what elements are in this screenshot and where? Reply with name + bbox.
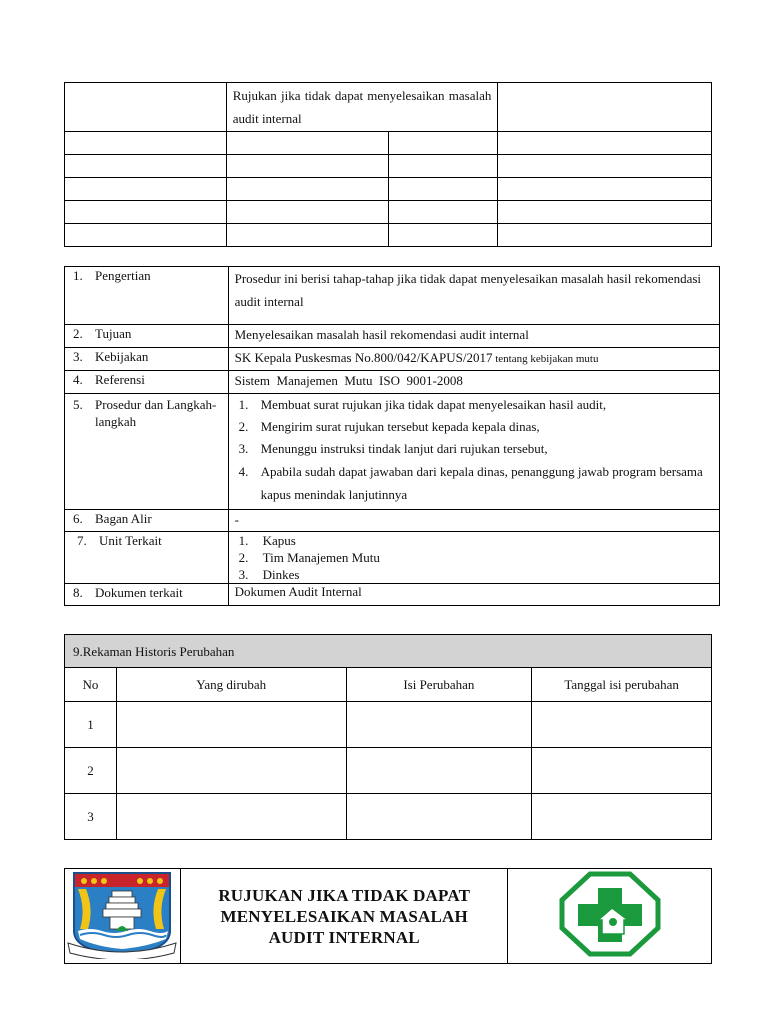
list-item: 3. Dinkes [238,567,300,582]
table-row: 2. Tujuan Menyelesaikan masalah hasil rekomendasi audit internal [65,325,720,348]
table-row [65,201,712,224]
table-row: 1. Pengertian Prosedur ini berisi tahap-tahap jika tidak dapat menyelesaikan masalah hasil rekomendasi audit internal [65,267,720,325]
row-value: Sistem Manajemen Mutu ISO 9001-2008 [234,373,463,388]
row-label: Kebijakan [95,349,149,364]
row-value: Prosedur ini berisi tahap-tahap jika tidak dapat menyelesaikan masalah hasil rekomendasi audit internal [234,271,702,309]
column-header: Tanggal isi perubahan [532,668,712,702]
column-header: Yang dirubah [116,668,346,702]
table-row: 3 [65,794,712,840]
table-row [65,155,712,178]
document-title-cell: Rujukan jika tidak dapat menyelesaikan masalah audit internal [232,88,492,126]
list-item: 3. Menunggu instruksi tindak lanjut dari rujukan tersebut, [238,441,548,456]
table-row: 4. Referensi Sistem Manajemen Mutu ISO 9001-2008 [65,371,720,394]
history-title: 9.Rekaman Historis Perubahan [65,635,712,668]
table-row [65,869,712,964]
row-value: Dokumen Audit Internal [234,584,362,599]
row-value: Menyelesaikan masalah hasil rekomendasi audit internal [234,327,529,342]
list-item: 4. Apabila sudah dapat jawaban dari kepala dinas, penanggung jawab program bersama kapus menindak lanjutinnya [238,464,703,502]
row-value: SK Kepala Puskesmas No.800/042/KAPUS/2017 tentang kebijakan mutu [234,350,599,365]
puskesmas-logo-icon [558,870,662,958]
column-header: Isi Perubahan [346,668,532,702]
list-item: 1. Membuat surat rujukan jika tidak dapat menyelesaikan hasil audit, [238,397,607,412]
table-row [65,668,712,702]
procedure-table [64,266,720,606]
unit-list [235,532,713,583]
table-row: 5. Prosedur dan Langkah- langkah 1. Membuat surat rujukan jika tidak dapat menyelesaikan hasil audit, 2. Mengirim surat rujukan tersebut kepada kepala dinas, 3. Menunggu instruksi tindak lanjut dari rujukan tersebut, 4. Apabila sudah dapat jawaban dari kepala dinas, penanggung jawab program bersama kapus menindak lanjutinnya [65,394,720,510]
table-row: 6. Bagan Alir - [65,510,720,532]
row-label: Referensi [95,372,145,387]
list-item: 1. Kapus [238,533,296,548]
provincial-emblem-icon [66,869,178,959]
table-row: 1 [65,702,712,748]
row-label: Pengertian [95,268,151,283]
table-row: 8. Dokumen terkait Dokumen Audit Internal [65,584,720,606]
row-label: Bagan Alir [95,511,152,526]
table-row [65,224,712,247]
procedure-steps-list [235,394,713,506]
table-row: 3. Kebijakan SK Kepala Puskesmas No.800/042/KAPUS/2017 tentang kebijakan mutu [65,348,720,371]
row-label: Unit Terkait [99,533,162,548]
row-label: Prosedur dan Langkah- langkah [95,397,217,429]
row-label: Dokumen terkait [95,585,183,600]
row-label: Tujuan [95,326,132,341]
table-row [65,132,712,155]
table-row [65,178,712,201]
footer-title: RUJUKAN JIKA TIDAK DAPAT MENYELESAIKAN MASALAH AUDIT INTERNAL [218,885,471,947]
table-row: 2 [65,748,712,794]
footer-table [64,868,712,964]
list-item: 2. Mengirim surat rujukan tersebut kepada kepala dinas, [238,419,540,434]
header-info-table [64,82,712,247]
column-header: No [65,668,117,702]
table-row [65,83,712,132]
list-item: 2. Tim Manajemen Mutu [238,550,380,565]
history-table [64,634,712,840]
table-row [65,635,712,668]
row-value: - [234,512,239,527]
table-row: 7. Unit Terkait 1. Kapus 2. Tim Manajemen Mutu 3. Dinkes [65,532,720,584]
